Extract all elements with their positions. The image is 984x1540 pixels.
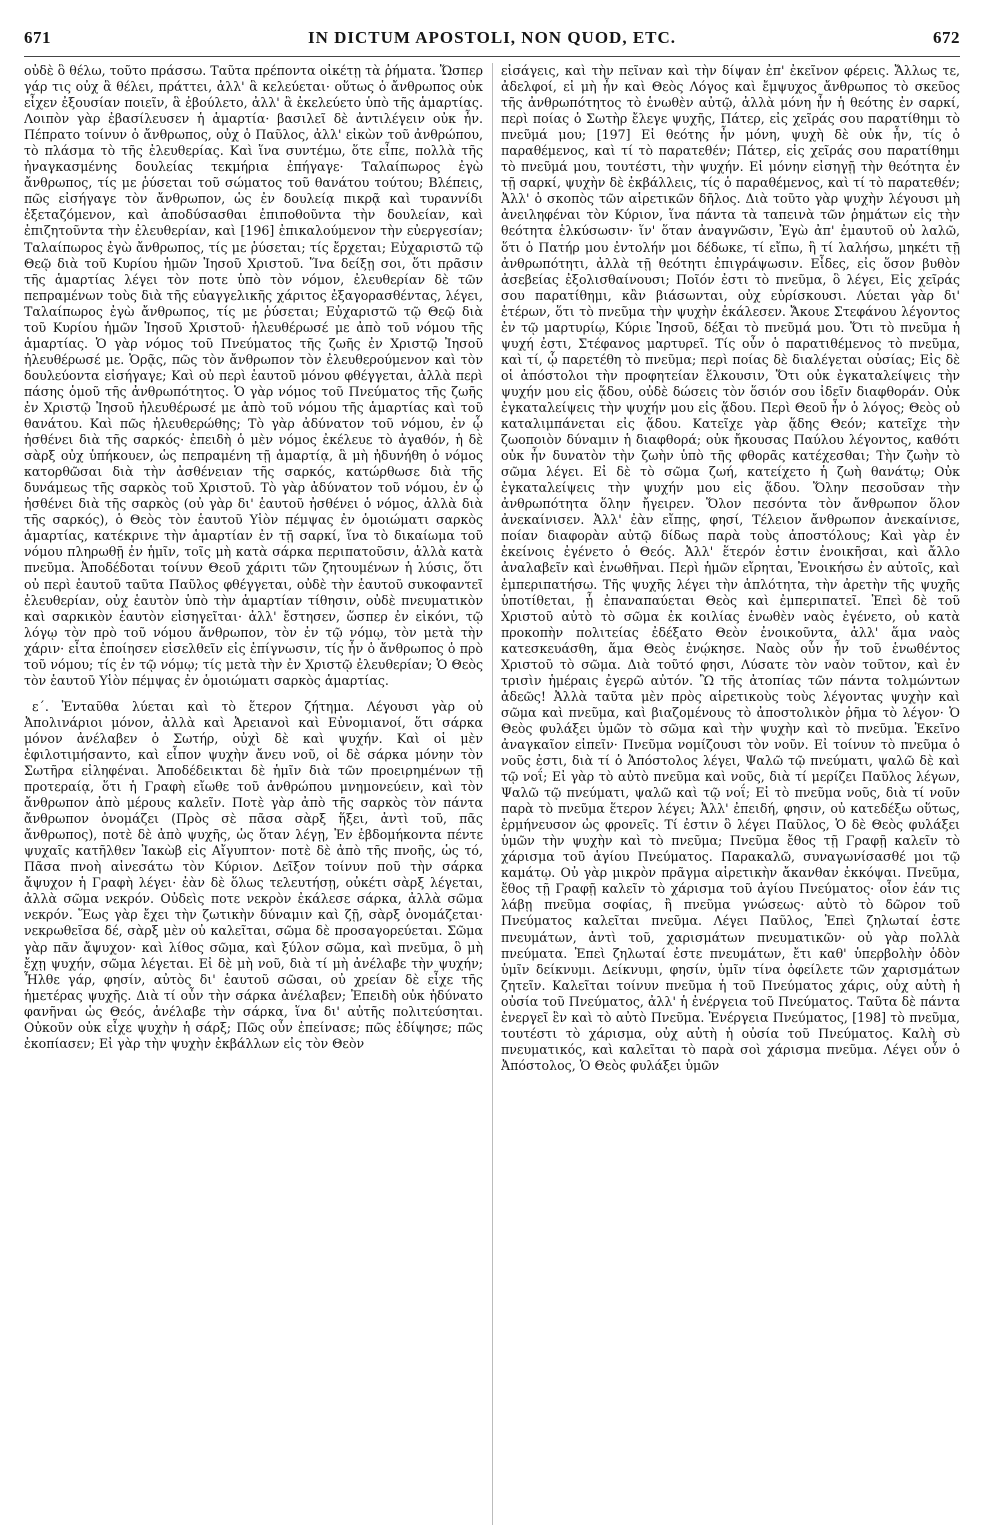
column-divider <box>492 63 493 1525</box>
header-rule <box>24 56 960 57</box>
text-columns <box>24 63 960 1525</box>
left-paragraph-1: οὐδὲ ὃ θέλω, τοῦτο πράσσω. Ταῦτα πρέποντα οἰκέτῃ τὰ ῥήματα. Ὥσπερ γάρ τις οὐχ ἃ θέλει, πράττει, ἀλλ' ἃ κελεύεται· οὕτως ὁ ἄνθρωπος οὐκ εἶχεν ἐξουσίαν ποιεῖν, ἃ ἐβούλετο, ἀλλ' ἃ ἐκελεύετο ὑπὸ τῆς ἁμαρτίας. Λοιπὸν γὰρ ἐβασίλευσεν ἡ ἁμαρτία· βασιλεῖ δὲ ἀντιλέγειν οὐκ ἦν. Πέπρατο τοίνυν ὁ ἄνθρωπος, οὐχ ὁ Παῦλος, ἀλλ' εἰκὼν τοῦ ἀνθρώπου, τὸ πλάσμα τὸ τῆς ἐλευθερίας. Καὶ ἵνα συντέμω, ὅτε εἶπε, πολλὰ τῆς ἠναγκασμένης δουλείας τεκμήρια ἐπήγαγε· Ταλαίπωρος ἐγὼ ἄνθρωπος, τίς με ῥύσεται τοῦ σώματος τοῦ θανάτου τούτου; Βλέπεις, πῶς εἰσήγαγε τὸν ἄνθρωπον, ὡς ἐν δουλείᾳ πικρᾷ καὶ τυραννίδι ἐξεταζόμενον, καὶ ἀποδύσασθαι ἐπιποθοῦντα τὴν δουλείαν, καὶ ἐπιζητοῦντα τὴν ἐλευθερίαν, καὶ [196] ἐπικαλούμενον τὴν εὐεργεσίαν; Ταλαίπωρος ἐγὼ ἄνθρωπος, τίς με ῥύσεται; τίς ἔρχεται; Εὐχαριστῶ τῷ Θεῷ διὰ τοῦ Κυρίου ἡμῶν Ἰησοῦ Χριστοῦ. Ἵνα δείξῃ σοι, ὅτι πρᾶσιν τῆς ἁμαρτίας λέγει τὸν ποτε ὑπὸ τὸν νόμον, ἐλευθερίαν δὲ τῶν πεπραμένων τοὺς διὰ τῆς εὐαγγελικῆς χάριτος ἐξαγορασθέντας, λέγει, Ταλαίπωρος ἐγὼ ἄνθρωπος, τίς με ῥύσεται; Εὐχαριστῶ τῷ Θεῷ διὰ τοῦ Κυρίου ἡμῶν Ἰησοῦ Χριστοῦ· ἠλευθέρωσέ με ἀπὸ τοῦ νόμου τῆς ἁμαρτίας. Ὁ γὰρ νόμος τοῦ Πνεύματος τῆς ζωῆς ἐν Χριστῷ Ἰησοῦ ἠλευθέρωσέ με. Ὁρᾷς, πῶς τὸν ἄνθρωπον τὸν ἐλευθερούμενον καὶ τὸν δουλεύοντα εἰσήγαγε; Καὶ οὐ περὶ ἑαυτοῦ μόνου φθέγγεται, ἀλλὰ περὶ πάσης ὁμοῦ τῆς ἀνθρωπότητος. Ὁ γὰρ νόμος τοῦ Πνεύματος τῆς ζωῆς ἐν Χριστῷ Ἰησοῦ ἠλευθέρωσέ με ἀπὸ τοῦ νόμου τῆς ἁμαρτίας καὶ τοῦ θανάτου. Καὶ πῶς ἠλευθερώθης; Τὸ γὰρ ἀδύνατον τοῦ νόμου, ἐν ᾧ ἠσθένει διὰ τῆς σαρκός· ἐπειδὴ ὁ μὲν νόμος ἐκέλευε τὸ ἀγαθόν, ἡ δὲ σὰρξ οὐχ ὑπήκουεν, ὡς πεπραμένη τῇ ἁμαρτίᾳ, ἃ μὴ ἠδυνήθη ὁ νόμος κατορθῶσαι διὰ τὴν ἀσθένειαν τῆς σαρκός, κατώρθωσε διὰ τῆς δυνάμεως τῆς σαρκὸς τοῦ Χριστοῦ. Τὸ γὰρ ἀδύνατον τοῦ νόμου, ἐν ᾧ ἠσθένει διὰ τῆς σαρκὸς (οὐ γὰρ δι' ἑαυτοῦ ἠσθένει ὁ νόμος, ἀλλὰ διὰ τῆς σαρκός), ὁ Θεὸς τὸν ἑαυτοῦ Υἱὸν πέμψας ἐν ὁμοιώματι σαρκὸς ἁμαρτίας, κατέκρινε τὴν ἁμαρτίαν ἐν τῇ σαρκί, ἵνα τὸ δικαίωμα τοῦ νόμου πληρωθῇ ἐν ἡμῖν, τοῖς μὴ κατὰ σάρκα περιπατοῦσιν, ἀλλὰ κατὰ πνεῦμα. Ἀποδέδοται τοίνυν Θεοῦ χάριτι τῶν ζητουμένων ἡ λύσις, ὅτι οὐ περὶ ἑαυτοῦ ταῦτα Παῦλος φθέγγεται, οὐδὲ τὴν ἑαυτοῦ συκοφαντεῖ ἐλευθερίαν, οὐχ ἑαυτὸν ὑπὸ τὴν ἁμαρτίαν τίθησιν, οὐδὲ πνευματικὸν καὶ σαρκικὸν ἑαυτὸν εἰσηγεῖται· ἀλλ' ἔστησεν, ὥσπερ ἐν εἰκόνι, τῷ λόγῳ τὸν πρὸ τοῦ νόμου ἄνθρωπον, τὸν ἐν τῷ νόμῳ, τὸν μετὰ τὴν χάριν· εἶτα ἐποίησεν εἰσελθεῖν εἰς ἐπίγνωσιν, τίς ἦν ὁ ἄνθρωπος ὁ πρὸ τοῦ νόμου; τίς ἐν τῷ νόμῳ; τίς μετὰ τὴν ἐν Χριστῷ ἐλευθερίαν; Ὁ Θεὸς τὸν ἑαυτοῦ Υἱὸν πέμψας ἐν ὁμοιώματι σαρκὸς ἁμαρτίας. <box>24 63 483 688</box>
running-header <box>24 28 960 54</box>
left-column <box>24 63 483 1525</box>
right-column <box>501 63 960 1525</box>
left-paragraph-2: ε΄. Ἐνταῦθα λύεται καὶ τὸ ἕτερον ζήτημα. Λέγουσι γὰρ οὐ Ἀπολινάριοι μόνον, ἀλλὰ καὶ Ἀρειανοὶ καὶ Εὐνομιανοί, ὅτι σάρκα μόνον ἀνέλαβεν ὁ Σωτήρ, οὐχὶ δὲ καὶ ψυχήν. Καὶ οἱ μὲν ἐφιλοτιμήσαντο, καὶ εἶπον ψυχὴν ἄνευ νοῦ, οἱ δὲ σάρκα μόνην τὸν Σωτῆρα εἰληφέναι. Ἀποδέδεικται δὲ ἡμῖν διὰ τῶν προειρημένων τῇ προτεραίᾳ, ὅτι ἡ Γραφὴ εἴωθε τοῦ ἀνθρώπου μνημονεύειν, καὶ τὸν ἄνθρωπον ἀπὸ μέρους καλεῖν. Ποτὲ γὰρ ἀπὸ τῆς σαρκὸς τὸν πάντα ἄνθρωπον ὀνομάζει (Πρὸς σὲ πᾶσα σὰρξ ἥξει, ἀντὶ τοῦ, πᾶς ἄνθρωπος), ποτὲ δὲ ἀπὸ ψυχῆς, ὡς ὅταν λέγῃ, Ἐν ἑβδομήκοντα πέντε ψυχαῖς κατῆλθεν Ἰακὼβ εἰς Αἴγυπτον· ποτὲ δὲ ἀπὸ τῆς πνοῆς, ὡς τό, Πᾶσα πνοὴ αἰνεσάτω τὸν Κύριον. Δεῖξον τοίνυν ποῦ τὴν σάρκα ἄψυχον ἡ Γραφὴ λέγει· ἐὰν δὲ ὅλως τελευτήσῃ, οὐκέτι σὰρξ λέγεται, ἀλλὰ σῶμα νεκρόν. Οὐδεὶς ποτε νεκρὸν ἐκάλεσε σάρκα, ἀλλὰ σῶμα νεκρόν. Ἕως γὰρ ἔχει τὴν ζωτικὴν δύναμιν καὶ ζῇ, σὰρξ ὀνομάζεται· νεκρωθεῖσα δέ, σὰρξ μὲν οὐ καλεῖται, σῶμα δὲ προσαγορεύεται. Σῶμα γὰρ πᾶν ἄψυχον· καὶ λίθος σῶμα, καὶ ξύλον σῶμα, καὶ πνεῦμα, ὃ μὴ ἔχῃ ψυχήν, σῶμα λέγεται. Εἰ δὲ μὴ νοῦ, διὰ τί μὴ ἀνέλαβε τὴν ψυχήν; Ἦλθε γάρ, φησίν, αὐτὸς δι' ἑαυτοῦ σῶσαι, οὐ χρείαν δὲ εἶχε τῆς ἡμετέρας ψυχῆς. Διὰ τί οὖν τὴν σάρκα ἀνέλαβεν; Ἐπειδὴ οὐκ ἠδύνατο φανῆναι ὡς Θεός, ἀνέλαβε τὴν σάρκα, ἵνα δι' αὐτῆς πολιτεύσηται. Οὐκοῦν οὐκ εἶχε ψυχὴν ἡ σάρξ; Πῶς οὖν ἐπείνασε; πῶς ἐδίψησε; πῶς ἐκοπίασεν; Εἰ γὰρ τὴν ψυχὴν ἐκβάλλων εἰς τὸν Θεὸν <box>24 698 483 1051</box>
running-title: IN DICTUM APOSTOLI, NON QUOD, ETC. <box>307 28 677 47</box>
page-number-left: 671 <box>24 28 51 47</box>
right-paragraph-1: εἰσάγεις, καὶ τὴν πεῖναν καὶ τὴν δίψαν ἐπ' ἐκεῖνον φέρεις. Ἄλλως τε, ἀδελφοί, εἰ μὴ ἦν καὶ Θεὸς Λόγος καὶ ἔμψυχος ἄνθρωπος τὸ σκεῦος τῆς ἀνθρωπότητος τὸ ἑνωθὲν αὐτῷ, ἀλλὰ μόνη ἦν ἡ θεότης ἐν σαρκί, περὶ ποίας ὁ Σωτὴρ ἔλεγε ψυχῆς, Πάτερ, εἰς χεῖράς σου παρατίθημι τὸ πνεῦμά μου; [197] Εἰ θεότης ἦν μόνη, ψυχὴ δὲ οὐκ ἦν, τίς ὁ παραθέμενος, καὶ τί τὸ παρατεθέν; Πάτερ, εἰς χεῖράς σου παρατίθημι τὸ πνεῦμά μου, τουτέστι, τὴν ψυχήν. Εἰ μόνην εἰσηγῇ τὴν θεότητα ἐν τῇ σαρκί, ψυχὴν δὲ ἐκβάλλεις, τίς ὁ παραθέμενος, καὶ τί τὸ παρατεθέν; Ἀλλ' ὁ σκοπὸς τῶν αἱρετικῶν δῆλος. Διὰ τοῦτο γὰρ ψυχὴν λέγουσι μὴ ἀνειληφέναι τὸν Κύριον, ἵνα πάντα τὰ ταπεινὰ τῶν ῥημάτων εἰς τὴν θεότητα ἑλκύσωσιν· ἵν' ὅταν ἀναγνῶσιν, Ἐγὼ ἀπ' ἐμαυτοῦ οὐ λαλῶ, ὅτι ὁ Πατήρ μου ἐντολήν μοι δέδωκε, τί εἴπω, ἢ τί λαλήσω, μηκέτι τῇ ἀνθρωπότητι, ἀλλὰ τῇ θεότητι ἐπιγράψωσιν. Εἶδες, εἰς ὅσον βυθὸν ἀσεβείας ἐξολισθαίνουσι; Ποῖόν ἐστι τὸ πνεῦμα, ὃ λέγει, Εἰς χεῖράς σου παρατίθημι, κἂν βιάσωνται, οὐχ εὑρίσκουσι. Λύεται γὰρ δι' ἑτέρων, ὅτι τὸ πνεῦμα τὴν ψυχὴν ἐκάλεσεν. Ἄκουε Στεφάνου λέγοντος ἐν τῷ μαρτυρίῳ, Κύριε Ἰησοῦ, δέξαι τὸ πνεῦμά μου. Ὅτι τὸ πνεῦμα ἡ ψυχή ἐστι, Στέφανος μαρτυρεῖ. Τίς οὖν ὁ παρατιθέμενος τὸ πνεῦμα, καὶ τί, ᾧ παρετέθη τὸ πνεῦμα; περὶ ποίας δὲ διαλέγεται οὐσίας; Εἰς δὲ οἱ ἀπόστολοι τὴν προφητείαν ἕλκουσιν, Ὅτι οὐκ ἐγκαταλείψεις τὴν ψυχήν μου εἰς ᾅδου, οὐδὲ δώσεις τὸν ὅσιόν σου ἰδεῖν διαφθοράν. Οὐκ ἐγκαταλείψεις τὴν ψυχήν μου εἰς ᾅδου. Περὶ Θεοῦ ἦν ὁ λόγος; Θεὸς οὐ καταλιμπάνεται εἰς ᾅδου. Κατεῖχε γὰρ ᾅδης Θεόν; κατεῖχε τὴν ζωοποιὸν δύναμιν ἡ διαφθορά; οὐκ ἤκουσας Παύλου λέγοντος, καθότι οὐκ ἦν δυνατὸν τὴν ζωὴν ὑπὸ τῆς φθορᾶς κατέχεσθαι; Τὴν ζωὴν τὸ σῶμα λέγει. Εἰ δὲ τὸ σῶμα ζωή, κατείχετο ἡ ζωὴ θανάτῳ; Οὐκ ἐγκαταλείψεις τὴν ψυχήν μου εἰς ᾅδου. Ὅλην πεσοῦσαν τὴν ἀνθρωπότητα ὅλην ἤγειρεν. Ὅλον πεσόντα τὸν ἄνθρωπον ὅλον ἀνεκαίνισεν. Ἀλλ' ἐὰν εἴπῃς, φησί, Τέλειον ἄνθρωπον ἀνεκαίνισε, ποίαν διαφορὰν αὐτῷ δίδως παρὰ τοὺς ἀποστόλους; Καὶ γὰρ ἐν ἐκείνοις ἐγένετο ὁ Θεός. Ἀλλ' ἕτερόν ἐστιν ἐνοικῆσαι, καὶ ἄλλο ἀναλαβεῖν καὶ ἑνωθῆναι. Περὶ ἡμῶν εἴρηται, Ἐνοικήσω ἐν αὐτοῖς, καὶ ἐμπεριπατήσω. Τῆς ψυχῆς λέγει τὴν ἁπλότητα, τὴν ἀρετὴν τῆς ψυχῆς ὑποτίθεται, ᾗ ἐπαναπαύεται Θεὸς καὶ ἐμπεριπατεῖ. Ἐπεὶ δὲ τοῦ Χριστοῦ αὐτὸ τὸ σῶμα ἐκ κοιλίας ἑνωθὲν ναὸς ἐγένετο, οὐ κατὰ προκοπὴν πολιτείας ἐδέξατο Θεὸν ἐνοικοῦντα, ἀλλ' ἅμα ναὸς κατεσκευάσθη, ἅμα Θεὸς ἐνῴκησε. Ναὸς οὖν ἦν τοῦ ἑνωθέντος Χριστοῦ τὸ σῶμα. Διὰ τοῦτό φησι, Λύσατε τὸν ναὸν τοῦτον, καὶ ἐν τρισὶν ἡμέραις ἐγερῶ αὐτόν. Ὢ τῆς ἀτοπίας τῶν πάντα τολμώντων ἀδεῶς! Ἀλλὰ ταῦτα μὲν πρὸς αἱρετικοὺς τοὺς λέγοντας ψυχὴν καὶ σῶμα καὶ πνεῦμα, καὶ βιαζομένους τὸ ἀποστολικὸν ῥῆμα τὸ λέγον· Ὁ Θεὸς φυλάξει ὑμῶν τὸ σῶμα καὶ τὴν ψυχὴν καὶ τὸ πνεῦμα. Ἐκεῖνο ἀναγκαῖον εἰπεῖν· Πνεῦμα νομίζουσι τὸν νοῦν. Εἰ τοίνυν τὸ πνεῦμα ὁ νοῦς ἐστι, διὰ τί ὁ Ἀπόστολος λέγει, Ψαλῶ τῷ πνεύματι, ψαλῶ δὲ καὶ τῷ νοΐ; Εἰ γὰρ τὸ αὐτὸ πνεῦμα καὶ νοῦς, διὰ τί μερίζει Παῦλος λέγων, Ψαλῶ τῷ πνεύματι, ψαλῶ καὶ τῷ νοΐ; Εἰ τὸ πνεῦμα νοῦς, διὰ τί νοῦν παρὰ τὸ πνεῦμα ἕτερον λέγει; Ἀλλ' ἐπειδή, φησιν, οὐ κατεδέξω οὕτως, ἑρμήνευσον ὡς φρονεῖς. Τί ἐστιν ὃ λέγει Παῦλος, Ὁ δὲ Θεὸς φυλάξει ὑμῶν τὴν ψυχὴν καὶ τὸ πνεῦμα; Πνεῦμα ἔθος τῇ Γραφῇ καλεῖν τὸ χάρισμα τοῦ ἁγίου Πνεύματος. Παρακαλῶ, συναγωνίσασθέ μοι τῷ καμάτῳ. Οὐ γὰρ μικρὸν πρᾶγμα αἱρετικὴν ἄκανθαν ἐκκόψαι. Πνεῦμα, ἔθος τῇ Γραφῇ καλεῖν τὸ χάρισμα τοῦ ἁγίου Πνεύματος· οἷον ἐάν τις λάβῃ πνεῦμα σοφίας, ἢ πνεῦμα γνώσεως· αὐτὸ τὸ δῶρον τοῦ Πνεύματος καλεῖται πνεῦμα. Λέγει Παῦλος, Ἐπεὶ ζηλωταί ἐστε πνευμάτων, ἀντὶ τοῦ, χαρισμάτων πνευματικῶν· οὐ γὰρ πολλὰ πνεύματα. Ἐπεὶ ζηλωταί ἐστε πνευμάτων, ἔτι καθ' ὑπερβολὴν ὁδὸν ὑμῖν δείκνυμι. Δείκνυμι, φησίν, ὑμῖν τίνα ὀφείλετε τῶν χαρισμάτων ζητεῖν. Καλεῖται τοίνυν πνεῦμα ἡ τοῦ Πνεύματος χάρις, οὐχ αὐτὴ ἡ οὐσία τοῦ Πνεύματος, ἀλλ' ἡ ἐνέργεια τοῦ Πνεύματος. Ταῦτα δὲ πάντα ἐνεργεῖ ἓν καὶ τὸ αὐτὸ Πνεῦμα. Ἐνέργεια Πνεύματος, [198] τὸ πνεῦμα, τουτέστι τὸ χάρισμα, οὐχ αὐτὴ ἡ οὐσία τοῦ Πνεύματος. Καλὴ σὺ πνευματικός, καὶ καλεῖται τὸ παρὰ σοὶ χάρισμα πνεῦμα. Λέγει οὖν ὁ Ἀπόστολος, Ὁ Θεὸς φυλάξει ὑμῶν <box>501 63 960 1073</box>
page-number-right: 672 <box>932 28 960 47</box>
